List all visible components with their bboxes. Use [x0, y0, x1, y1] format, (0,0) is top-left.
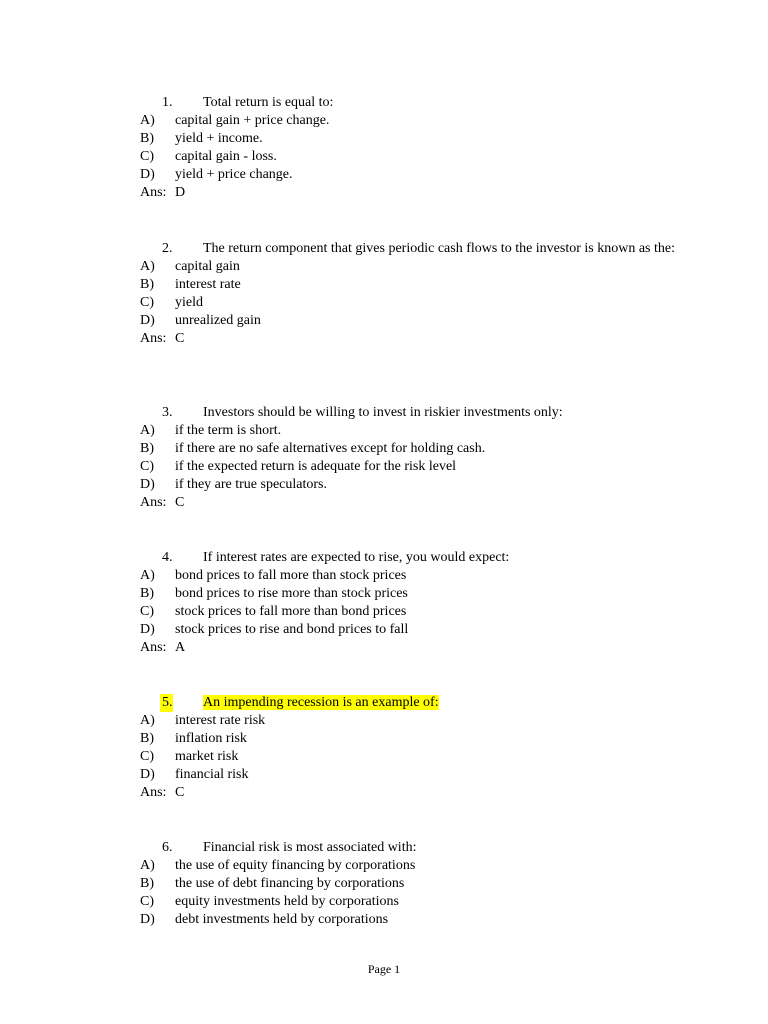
- option-letter: B): [140, 277, 154, 292]
- option-c: [140, 603, 700, 621]
- option-text: if the expected return is adequate for the risk level: [175, 459, 457, 474]
- question-number: 1.: [162, 95, 173, 110]
- option-text: the use of equity financing by corporations: [175, 858, 416, 873]
- answer-label: Ans:: [140, 331, 167, 346]
- option-letter: A): [140, 113, 155, 128]
- option-text: interest rate: [175, 277, 241, 292]
- option-letter: A): [140, 259, 155, 274]
- answer-label: Ans:: [140, 785, 167, 800]
- answer-value: A: [175, 640, 186, 655]
- option-c: [140, 294, 700, 312]
- option-a: [140, 567, 700, 585]
- option-letter: B): [140, 731, 154, 746]
- answer-line: [140, 639, 700, 657]
- option-letter: A): [140, 858, 155, 873]
- answer-line: [140, 330, 700, 348]
- option-text: equity investments held by corporations: [175, 894, 399, 909]
- option-letter: D): [140, 313, 155, 328]
- question-text: [181, 694, 700, 712]
- question-text: Investors should be willing to invest in riskier investments only:: [203, 405, 563, 420]
- option-letter: A): [140, 713, 155, 728]
- question-number: 2.: [162, 241, 173, 256]
- option-a: [140, 857, 700, 875]
- question-6: [140, 839, 700, 929]
- option-a: [140, 712, 700, 730]
- option-text: market risk: [175, 749, 239, 764]
- option-letter: C): [140, 295, 154, 310]
- question-text: The return component that gives periodic cash flows to the investor is known as the:: [203, 241, 676, 256]
- question-text: If interest rates are expected to rise, you would expect:: [203, 550, 510, 565]
- option-d: [140, 911, 700, 929]
- option-text: capital gain - loss.: [175, 149, 277, 164]
- option-d: [140, 476, 700, 494]
- option-a: [140, 422, 700, 440]
- option-a: [140, 112, 700, 130]
- option-d: [140, 766, 700, 784]
- answer-value: C: [175, 331, 185, 346]
- question-stem: [140, 94, 700, 112]
- option-text: bond prices to fall more than stock prices: [175, 568, 407, 583]
- answer-line: [140, 494, 700, 512]
- option-text: if there are no safe alternatives except for holding cash.: [175, 441, 486, 456]
- question-stem: [140, 549, 700, 567]
- option-letter: C): [140, 749, 154, 764]
- option-letter: B): [140, 876, 154, 891]
- question-stem: [140, 240, 700, 258]
- option-letter: B): [140, 131, 154, 146]
- answer-value: C: [175, 495, 185, 510]
- option-letter: B): [140, 441, 154, 456]
- option-text: stock prices to rise and bond prices to fall: [175, 622, 409, 637]
- answer-line: [140, 184, 700, 202]
- option-letter: C): [140, 459, 154, 474]
- option-d: [140, 312, 700, 330]
- page-footer: [0, 962, 768, 976]
- option-text: unrealized gain: [175, 313, 261, 328]
- question-number: 5.: [162, 695, 173, 710]
- option-letter: D): [140, 477, 155, 492]
- option-text: capital gain + price change.: [175, 113, 330, 128]
- option-a: [140, 258, 700, 276]
- option-text: capital gain: [175, 259, 240, 274]
- option-letter: A): [140, 423, 155, 438]
- option-text: debt investments held by corporations: [175, 912, 389, 927]
- answer-label: Ans:: [140, 185, 167, 200]
- option-text: stock prices to fall more than bond prices: [175, 604, 407, 619]
- option-letter: C): [140, 149, 154, 164]
- option-b: [140, 276, 700, 294]
- option-text: interest rate risk: [175, 713, 266, 728]
- answer-label: Ans:: [140, 495, 167, 510]
- option-text: financial risk: [175, 767, 249, 782]
- option-text: yield + income.: [175, 131, 263, 146]
- option-b: [140, 440, 700, 458]
- option-b: [140, 875, 700, 893]
- question-5: [140, 694, 700, 802]
- option-b: [140, 130, 700, 148]
- answer-line: [140, 784, 700, 802]
- question-number: 4.: [162, 550, 173, 565]
- question-number: 6.: [162, 840, 173, 855]
- option-text: yield + price change.: [175, 167, 293, 182]
- question-number: 3.: [162, 405, 173, 420]
- page-number: Page 1: [367, 962, 401, 976]
- answer-label: Ans:: [140, 640, 167, 655]
- option-d: [140, 166, 700, 184]
- question-stem: [140, 404, 700, 422]
- option-b: [140, 730, 700, 748]
- option-letter: A): [140, 568, 155, 583]
- question-text: Financial risk is most associated with:: [203, 840, 417, 855]
- option-text: the use of debt financing by corporations: [175, 876, 405, 891]
- question-stem: [140, 839, 700, 857]
- option-letter: D): [140, 167, 155, 182]
- option-b: [140, 585, 700, 603]
- highlighted-question-text: An impending recession is an example of:: [203, 695, 439, 710]
- question-2: [140, 240, 700, 348]
- option-c: [140, 148, 700, 166]
- option-text: if they are true speculators.: [175, 477, 327, 492]
- option-letter: B): [140, 586, 154, 601]
- option-d: [140, 621, 700, 639]
- option-letter: D): [140, 622, 155, 637]
- option-c: [140, 458, 700, 476]
- answer-value: C: [175, 785, 185, 800]
- option-text: bond prices to rise more than stock prices: [175, 586, 408, 601]
- question-stem: [140, 694, 700, 712]
- option-text: inflation risk: [175, 731, 247, 746]
- answer-value: D: [175, 185, 186, 200]
- option-letter: C): [140, 894, 154, 909]
- option-text: if the term is short.: [175, 423, 282, 438]
- option-letter: D): [140, 767, 155, 782]
- option-c: [140, 893, 700, 911]
- option-letter: D): [140, 912, 155, 927]
- question-1: [140, 94, 700, 202]
- question-text: Total return is equal to:: [203, 95, 334, 110]
- question-3: [140, 404, 700, 512]
- option-letter: C): [140, 604, 154, 619]
- question-4: [140, 549, 700, 657]
- option-c: [140, 748, 700, 766]
- option-text: yield: [175, 295, 203, 310]
